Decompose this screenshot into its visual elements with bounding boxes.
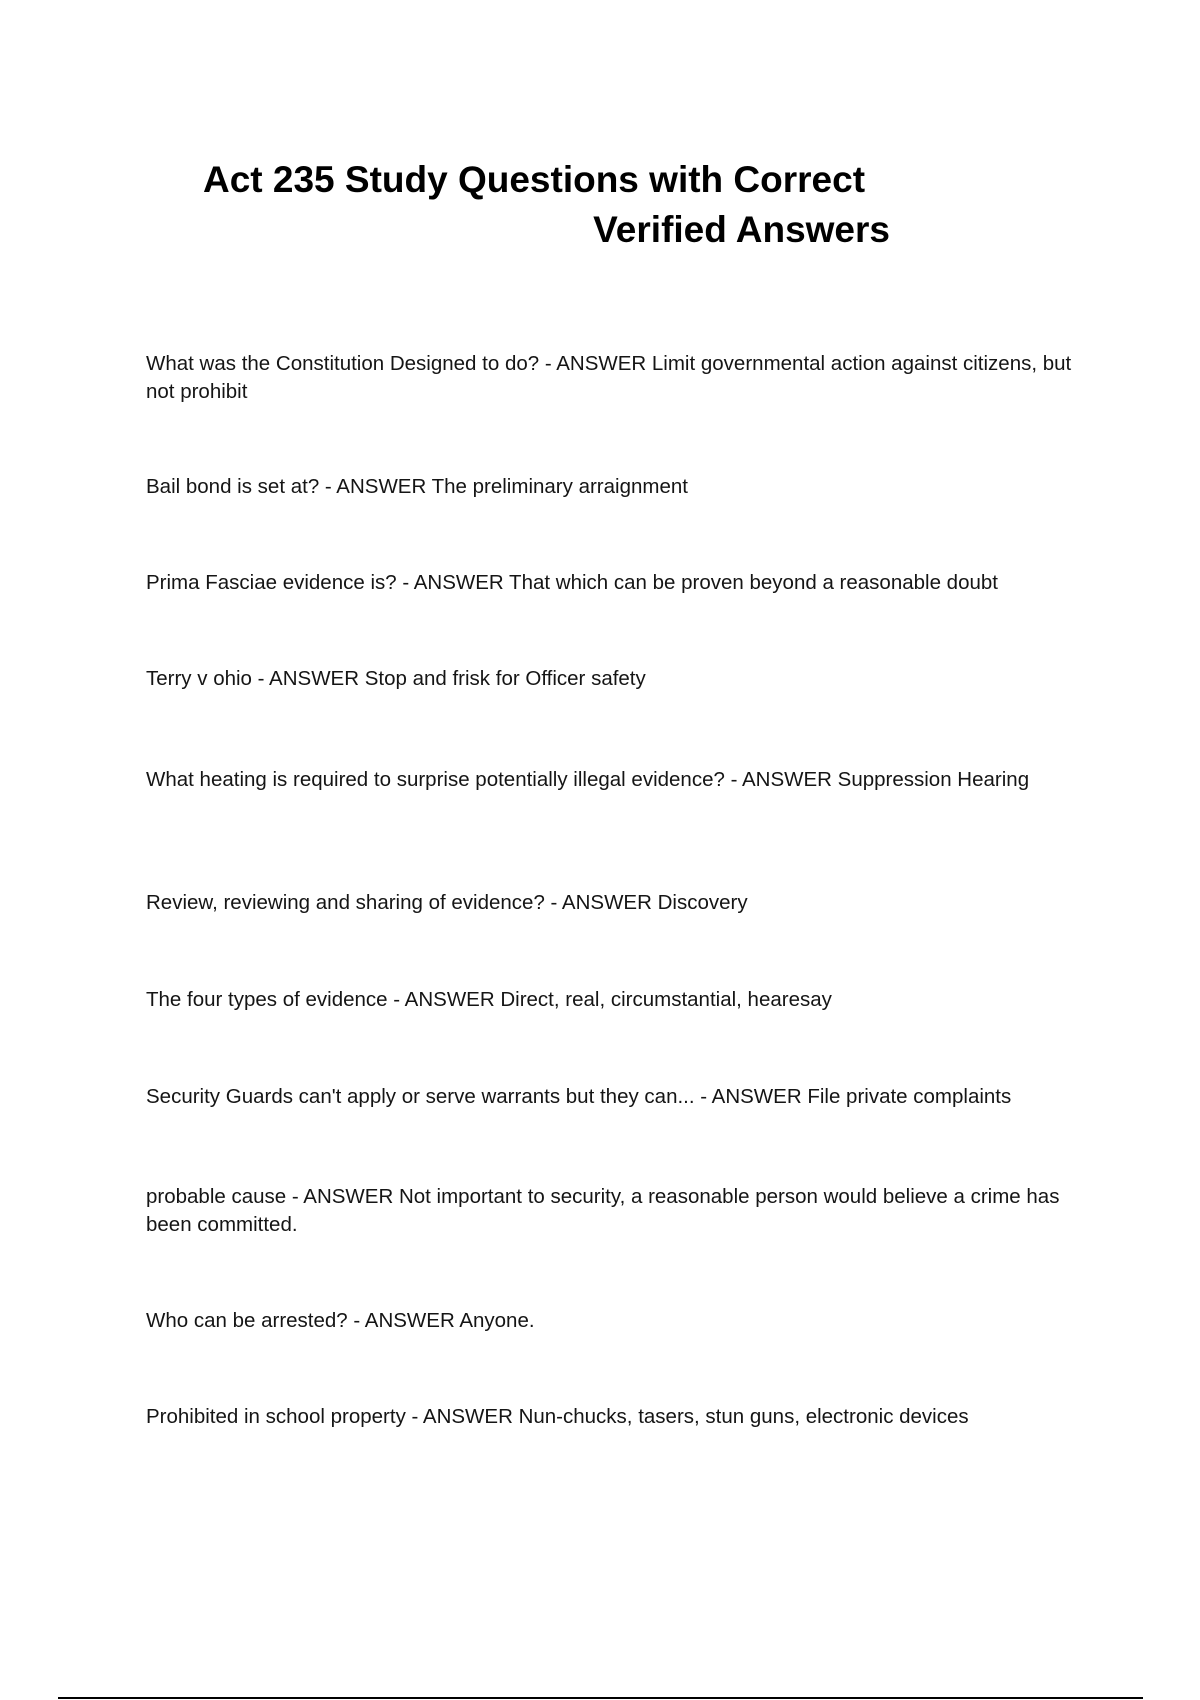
document-title-line-2: Verified Answers	[593, 209, 890, 250]
qa-item-7: The four types of evidence - ANSWER Direct, real, circumstantial, hearesay	[146, 988, 832, 1011]
qa-item-3: Prima Fasciae evidence is? - ANSWER That which can be proven beyond a reasonable doubt	[146, 571, 998, 594]
qa-item-9: probable cause - ANSWER Not important to security, a reasonable person would believe a crime has been committed.	[146, 1185, 1060, 1236]
qa-item-8: Security Guards can't apply or serve warrants but they can... - ANSWER File private complaints	[146, 1085, 1012, 1108]
qa-item-1: What was the Constitution Designed to do? - ANSWER Limit governmental action against citizens, but not prohibit	[146, 352, 1072, 403]
document-title-line-1: Act 235 Study Questions with Correct	[203, 159, 866, 200]
qa-item-6: Review, reviewing and sharing of evidence? - ANSWER Discovery	[146, 891, 748, 914]
qa-item-5: What heating is required to surprise potentially illegal evidence? - ANSWER Suppression Hearing	[146, 768, 1030, 791]
qa-item-11: Prohibited in school property - ANSWER Nun-chucks, tasers, stun guns, electronic devices	[146, 1405, 969, 1428]
qa-item-4: Terry v ohio - ANSWER Stop and frisk for Officer safety	[146, 667, 646, 690]
footer-rule	[58, 1697, 1143, 1699]
qa-item-2: Bail bond is set at? - ANSWER The preliminary arraignment	[146, 475, 688, 498]
qa-item-10: Who can be arrested? - ANSWER Anyone.	[146, 1309, 535, 1332]
